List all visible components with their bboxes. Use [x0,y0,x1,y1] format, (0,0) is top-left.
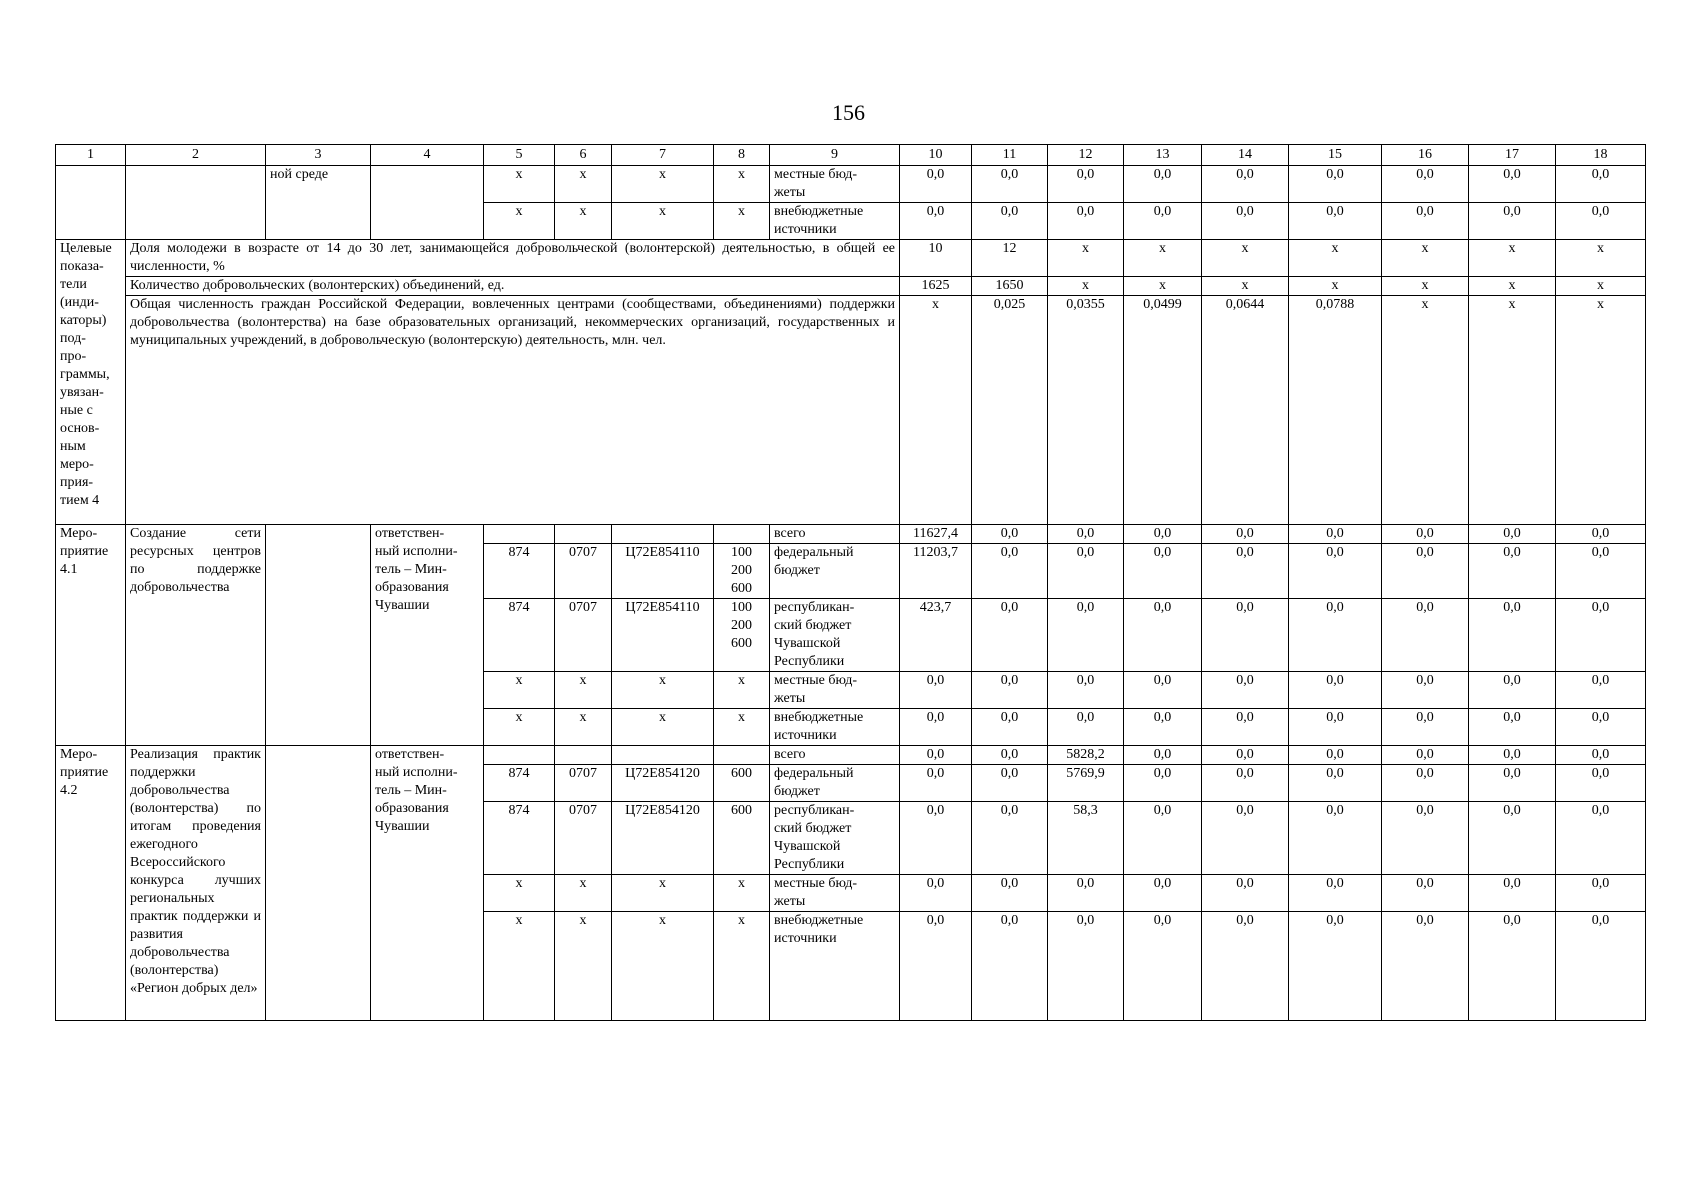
value-cell: 0,0 [1289,746,1382,765]
kbk-cell: x [484,709,555,746]
value-cell: 0,0 [1202,709,1289,746]
kbk-cell: x [555,875,612,912]
value-cell: 0,0 [972,709,1048,746]
value-cell: 0,0 [1202,912,1289,1021]
value-cell: 0,0 [1202,203,1289,240]
kbk-cell: x [484,875,555,912]
kbk-cell: x [555,166,612,203]
value-cell: 0,0 [900,875,972,912]
value-cell: 0,0 [1124,765,1202,802]
value-cell: 5769,9 [1048,765,1124,802]
column-header: 7 [612,145,714,166]
value-cell: 0,0 [1556,912,1646,1021]
measure-name-cell [126,166,266,240]
column-header: 16 [1382,145,1469,166]
indicator-text: Доля молодежи в возрасте от 14 до 30 лет, занимающейся добровольческой (волонтерской) деятельностью, в общей ее численности, % [126,240,900,277]
value-cell: x [1124,277,1202,296]
value-cell: 0,0 [1124,203,1202,240]
measure-label: Меро- приятие 4.1 [56,525,126,746]
value-cell: 0,0 [1124,875,1202,912]
value-cell: 12 [972,240,1048,277]
value-cell: 0,0 [1289,672,1382,709]
column-header: 3 [266,145,371,166]
value-cell: 0,0 [1124,166,1202,203]
value-cell: 0,0 [1556,765,1646,802]
value-cell: 0,0 [1048,166,1124,203]
kbk-cell [484,746,555,765]
kbk-cell: x [484,166,555,203]
kbk-cell: x [612,672,714,709]
value-cell: 0,0 [972,912,1048,1021]
value-cell: 0,0 [1382,765,1469,802]
measure-executor: ответствен- ный исполни- тель – Мин- образования Чувашии [371,746,484,1021]
kbk-cell: x [484,672,555,709]
value-cell: 0,0 [1556,672,1646,709]
value-cell: 0,0 [1124,709,1202,746]
value-cell: 0,0 [972,802,1048,875]
value-cell: 0,0 [1202,672,1289,709]
value-cell: 0,0 [1124,672,1202,709]
kbk-cell: x [612,709,714,746]
value-cell: 0,0 [1048,875,1124,912]
value-cell: 0,0 [1048,525,1124,544]
source-cell: федеральный бюджет [770,544,900,599]
indicator-text: Общая численность граждан Российской Федерации, вовлеченных центрами (сообществами, объединениями) поддержки добровольчества (волонтерства) на базе образовательных организаций, некоммерческих организаций, государственных и муниципальных учреждений, в добровольческую (волонтерскую) деятельность, млн. чел. [126,296,900,525]
value-cell: 0,0 [972,166,1048,203]
empty-cell [266,746,371,1021]
column-header: 6 [555,145,612,166]
kbk-cell: x [612,875,714,912]
kbk-cell: x [555,709,612,746]
kbk-cell: x [555,203,612,240]
measure-name: Создание сети ресурсных центров по поддержке добровольчества [126,525,266,746]
value-cell: 0,0 [1202,599,1289,672]
value-cell: 0,0644 [1202,296,1289,525]
kbk-cell: x [714,912,770,1021]
value-cell: x [1048,277,1124,296]
source-cell: внебюджетные источники [770,203,900,240]
value-cell: 11203,7 [900,544,972,599]
value-cell: 0,0 [1469,599,1556,672]
value-cell: 0,0 [1202,802,1289,875]
page-number: 156 [832,100,865,125]
value-cell: x [1382,277,1469,296]
value-cell: 0,0 [900,746,972,765]
value-cell: 0,0 [1556,802,1646,875]
value-cell: 0,0 [900,912,972,1021]
value-cell: 0,0 [1202,525,1289,544]
value-cell: 1650 [972,277,1048,296]
column-header: 1 [56,145,126,166]
value-cell: 0,0 [900,203,972,240]
value-cell: 0,0788 [1289,296,1382,525]
value-cell: 0,0 [1469,802,1556,875]
value-cell: 0,0 [1048,599,1124,672]
kbk-cell: Ц72Е854120 [612,802,714,875]
value-cell: 0,0 [1382,525,1469,544]
indicator-row [56,296,1646,525]
value-cell: 0,0355 [1048,296,1124,525]
value-cell: 0,0 [1202,166,1289,203]
value-cell: 423,7 [900,599,972,672]
value-cell: 0,0 [972,525,1048,544]
kbk-cell: x [714,672,770,709]
kbk-cell: x [714,709,770,746]
value-cell: 0,0 [1048,672,1124,709]
kbk-cell: x [714,203,770,240]
kbk-cell: x [555,672,612,709]
value-cell: 0,0 [1289,765,1382,802]
value-cell: 0,0 [1289,544,1382,599]
indicators-label: Целевые показа- тели (инди- каторы) под- про- граммы, увязан- ные с основ- ным меро- прия- тием 4 [56,240,126,525]
value-cell: 0,0 [972,672,1048,709]
value-cell: x [1202,240,1289,277]
column-header: 10 [900,145,972,166]
value-cell: 0,0 [972,875,1048,912]
kbk-cell: 0707 [555,599,612,672]
value-cell: x [1469,296,1556,525]
kbk-cell: Ц72Е854110 [612,599,714,672]
indicator-row [56,240,1646,277]
value-cell: 0,0 [972,544,1048,599]
kbk-cell: 100 200 600 [714,599,770,672]
value-cell: 0,0 [1048,203,1124,240]
value-cell: 0,0 [1124,544,1202,599]
value-cell: x [1469,277,1556,296]
column-header: 12 [1048,145,1124,166]
value-cell: 0,0 [900,672,972,709]
value-cell: 0,0 [1289,802,1382,875]
column-header: 4 [371,145,484,166]
kbk-cell [555,525,612,544]
value-cell: 0,0 [1202,544,1289,599]
value-cell: x [1556,296,1646,525]
value-cell: 0,0 [1048,912,1124,1021]
value-cell: 1625 [900,277,972,296]
header-row [56,145,1646,166]
value-cell: 0,0 [1289,875,1382,912]
value-cell: 0,0 [1382,746,1469,765]
value-cell: x [1382,296,1469,525]
value-cell: 10 [900,240,972,277]
source-cell: внебюджетные источники [770,912,900,1021]
value-cell: 0,0 [1469,203,1556,240]
value-cell: x [1289,240,1382,277]
value-cell: 11627,4 [900,525,972,544]
value-cell: x [1289,277,1382,296]
column-header: 11 [972,145,1048,166]
column-header: 2 [126,145,266,166]
value-cell: 0,0 [1289,166,1382,203]
value-cell: 0,0 [1469,912,1556,1021]
measure-row [56,525,1646,544]
column-header: 15 [1289,145,1382,166]
kbk-cell: 0707 [555,765,612,802]
value-cell: x [900,296,972,525]
value-cell: 0,0 [1289,599,1382,672]
indicator-label-cell [56,166,126,240]
source-cell: республикан- ский бюджет Чувашской Республики [770,599,900,672]
value-cell: 0,0 [1124,525,1202,544]
value-cell: 0,0 [1556,203,1646,240]
value-cell: x [1048,240,1124,277]
value-cell: 58,3 [1048,802,1124,875]
value-cell: 0,0 [1382,912,1469,1021]
value-cell: 0,0 [1202,746,1289,765]
value-cell: x [1556,240,1646,277]
value-cell: 0,0 [1382,875,1469,912]
value-cell: 0,0 [972,765,1048,802]
kbk-cell: 874 [484,802,555,875]
source-cell: местные бюд- жеты [770,875,900,912]
value-cell: 0,0 [1202,765,1289,802]
kbk-cell: x [555,912,612,1021]
value-cell: 0,0 [1124,802,1202,875]
kbk-cell [714,525,770,544]
kbk-cell [484,525,555,544]
kbk-cell: x [714,166,770,203]
source-cell: всего [770,525,900,544]
value-cell: 0,0 [900,765,972,802]
value-cell: 0,0 [1556,544,1646,599]
kbk-cell: x [612,166,714,203]
kbk-cell [555,746,612,765]
value-cell: 0,0 [1382,166,1469,203]
column-header: 5 [484,145,555,166]
executor-cell [371,166,484,240]
measure-label: Меро- приятие 4.2 [56,746,126,1021]
value-cell: 0,0 [1556,525,1646,544]
kbk-cell: 100 200 600 [714,544,770,599]
value-cell: 0,0 [900,709,972,746]
kbk-cell: Ц72Е854110 [612,544,714,599]
value-cell: 0,0 [1556,166,1646,203]
measure-row [56,746,1646,765]
value-cell: x [1469,240,1556,277]
value-cell: 0,0 [1556,599,1646,672]
empty-cell [266,525,371,746]
kbk-cell: Ц72Е854120 [612,765,714,802]
source-cell: всего [770,746,900,765]
value-cell: 0,0 [1382,802,1469,875]
value-cell: 0,0 [1556,746,1646,765]
value-cell: 0,0 [1469,544,1556,599]
table-row [56,166,1646,203]
value-cell: 0,0 [1382,203,1469,240]
value-cell: 0,0 [1202,875,1289,912]
column-header: 18 [1556,145,1646,166]
column-header: 14 [1202,145,1289,166]
value-cell: 0,0 [1124,746,1202,765]
value-cell: 0,0 [1124,912,1202,1021]
kbk-cell: 600 [714,802,770,875]
value-cell: 0,0 [900,166,972,203]
value-cell: 0,0 [1289,525,1382,544]
kbk-cell: x [612,203,714,240]
measure-name: Реализация практик поддержки добровольчества (волонтерства) по итогам проведения ежегодного Всероссийского конкурса лучших региональных практик поддержки и развития добровольчества (волонтерства) «Регион добрых дел» [126,746,266,1021]
source-cell: местные бюд- жеты [770,672,900,709]
value-cell: 0,0 [1469,875,1556,912]
value-cell: 0,0 [972,599,1048,672]
value-cell: 0,0 [1048,544,1124,599]
value-cell: 0,0 [972,203,1048,240]
value-cell: 0,0 [1469,166,1556,203]
column-header: 17 [1469,145,1556,166]
kbk-cell: x [484,912,555,1021]
value-cell: 0,0499 [1124,296,1202,525]
value-cell: 0,0 [1289,912,1382,1021]
value-cell: 0,0 [1382,544,1469,599]
column-header: 8 [714,145,770,166]
column-header: 13 [1124,145,1202,166]
program-table [55,144,1646,1021]
value-cell: 0,0 [1124,599,1202,672]
value-cell: 0,0 [1289,203,1382,240]
value-cell: 0,0 [900,802,972,875]
indicator-text: Количество добровольческих (волонтерских) объединений, ед. [126,277,900,296]
source-cell: местные бюд- жеты [770,166,900,203]
source-cell: внебюджетные источники [770,709,900,746]
kbk-cell: 874 [484,599,555,672]
carry-over-text: ной среде [266,166,371,240]
value-cell: 0,025 [972,296,1048,525]
column-header: 9 [770,145,900,166]
source-cell: федеральный бюджет [770,765,900,802]
kbk-cell: 874 [484,544,555,599]
value-cell: 0,0 [1469,709,1556,746]
value-cell: 0,0 [1469,746,1556,765]
kbk-cell: x [714,875,770,912]
kbk-cell: 0707 [555,544,612,599]
value-cell: x [1202,277,1289,296]
kbk-cell: x [484,203,555,240]
value-cell: 0,0 [1469,672,1556,709]
value-cell: 0,0 [1556,875,1646,912]
kbk-cell: x [612,912,714,1021]
kbk-cell [612,746,714,765]
value-cell: 0,0 [1382,672,1469,709]
value-cell: 0,0 [1289,709,1382,746]
value-cell: 0,0 [1469,525,1556,544]
value-cell: 0,0 [1469,765,1556,802]
measure-executor: ответствен- ный исполни- тель – Мин- образования Чувашии [371,525,484,746]
kbk-cell [612,525,714,544]
indicator-row [56,277,1646,296]
value-cell: 0,0 [1048,709,1124,746]
value-cell: 0,0 [1556,709,1646,746]
value-cell: 5828,2 [1048,746,1124,765]
kbk-cell: 600 [714,765,770,802]
value-cell: x [1556,277,1646,296]
value-cell: 0,0 [1382,599,1469,672]
kbk-cell [714,746,770,765]
value-cell: 0,0 [972,746,1048,765]
source-cell: республикан- ский бюджет Чувашской Республики [770,802,900,875]
value-cell: 0,0 [1382,709,1469,746]
value-cell: x [1124,240,1202,277]
value-cell: x [1382,240,1469,277]
kbk-cell: 0707 [555,802,612,875]
kbk-cell: 874 [484,765,555,802]
